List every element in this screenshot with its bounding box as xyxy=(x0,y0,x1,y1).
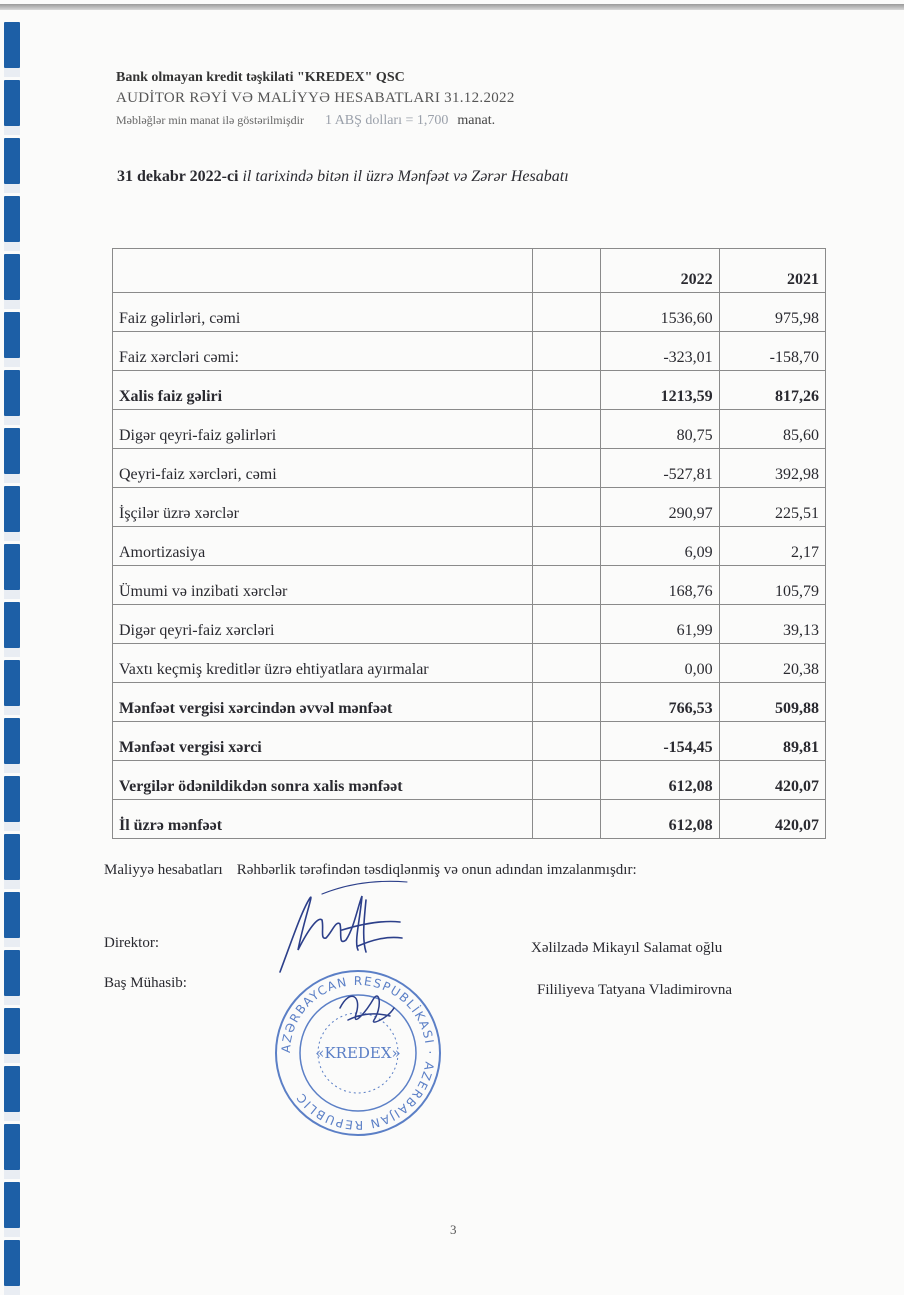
row-label: Vergilər ödənildikdən sonra xalis mənfəət xyxy=(113,761,533,800)
statement-title xyxy=(117,168,569,186)
row-value-2022: -154,45 xyxy=(601,722,719,761)
binding-tab xyxy=(4,22,20,68)
row-note xyxy=(533,683,601,722)
header-cell-label xyxy=(113,249,533,293)
spiral-binding xyxy=(0,0,22,1280)
row-value-2022: 0,00 xyxy=(601,644,719,683)
binding-tab xyxy=(4,718,20,764)
binding-tab xyxy=(4,660,20,706)
row-value-2022: 612,08 xyxy=(601,800,719,839)
row-value-2022: -323,01 xyxy=(601,332,719,371)
row-value-2021: 20,38 xyxy=(719,644,825,683)
row-value-2022: 168,76 xyxy=(601,566,719,605)
binding-tab xyxy=(4,544,20,590)
row-label: Vaxtı keçmiş kreditlər üzrə ehtiyatlara ayırmalar xyxy=(113,644,533,683)
row-value-2021: 89,81 xyxy=(719,722,825,761)
row-value-2021: 225,51 xyxy=(719,488,825,527)
header-cell-2021: 2021 xyxy=(719,249,825,293)
header-cell-note xyxy=(533,249,601,293)
row-value-2022: 1536,60 xyxy=(601,293,719,332)
binding-tab xyxy=(4,602,20,648)
row-note xyxy=(533,449,601,488)
binding-tab xyxy=(4,254,20,300)
binding-tab xyxy=(4,1066,20,1112)
table-row xyxy=(113,527,826,566)
table-row xyxy=(113,683,826,722)
seal-center-text: «KREDEX» xyxy=(315,1044,401,1062)
table-row xyxy=(113,644,826,683)
table-row xyxy=(113,605,826,644)
director-name: Xəlilzadə Mikayıl Salamat oğlu xyxy=(531,940,723,956)
binding-tab xyxy=(4,80,20,126)
accountant-name: Fililiyeva Tatyana Vladimirovna xyxy=(537,982,733,998)
row-value-2021: 975,98 xyxy=(719,293,825,332)
page-number: 3 xyxy=(450,1222,457,1237)
binding-tab xyxy=(4,1240,20,1286)
table-row xyxy=(113,371,826,410)
row-label: İşçilər üzrə xərclər xyxy=(113,488,533,527)
binding-tab xyxy=(4,1124,20,1170)
row-label: Qeyri-faiz xərcləri, cəmi xyxy=(113,449,533,488)
table-row xyxy=(113,761,826,800)
organization-name: Bank olmayan kredit təşkilati "KREDEX" QSC xyxy=(116,70,405,85)
row-label: Amortizasiya xyxy=(113,527,533,566)
row-label: Faiz xərcləri cəmi: xyxy=(113,332,533,371)
row-note xyxy=(533,371,601,410)
binding-tab xyxy=(4,138,20,184)
approval-rest: Rəhbərlik tərəfindən təsdiqlənmiş və onun adından imzalanmışdır: xyxy=(236,862,637,878)
row-note xyxy=(533,488,601,527)
statement-title-text: il tarixində bitən il üzrə Mənfəət və Zərər Hesabatı xyxy=(242,168,569,185)
row-note xyxy=(533,566,601,605)
row-value-2022: 6,09 xyxy=(601,527,719,566)
binding-tab xyxy=(4,370,20,416)
row-value-2021: 105,79 xyxy=(719,566,825,605)
row-note xyxy=(533,722,601,761)
row-note xyxy=(533,410,601,449)
exchange-rate: 1 ABŞ dolları = 1,700 xyxy=(324,113,449,128)
row-note xyxy=(533,527,601,566)
row-value-2022: 612,08 xyxy=(601,761,719,800)
binding-tab xyxy=(4,1182,20,1228)
table-row xyxy=(113,800,826,839)
row-label: Xalis faiz gəliri xyxy=(113,371,533,410)
row-value-2022: 766,53 xyxy=(601,683,719,722)
row-note xyxy=(533,644,601,683)
row-value-2021: -158,70 xyxy=(719,332,825,371)
units-note-line xyxy=(116,113,495,129)
row-value-2021: 420,07 xyxy=(719,761,825,800)
row-note xyxy=(533,605,601,644)
company-seal xyxy=(270,968,446,1138)
seal-ring-text: AZƏRBAYCAN RESPUBLİKASI · AZERBAIJAN REPUBLIC xyxy=(278,973,438,1133)
header-cell-2022: 2022 xyxy=(601,249,719,293)
table-row xyxy=(113,332,826,371)
statement-title-date: 31 dekabr 2022-ci xyxy=(117,168,239,185)
report-title: AUDİTOR RƏYİ VƏ MALİYYƏ HESABATLARI 31.12.2022 xyxy=(116,90,515,106)
binding-tab xyxy=(4,1008,20,1054)
table-header-row xyxy=(113,249,826,293)
row-note xyxy=(533,293,601,332)
table-row xyxy=(113,410,826,449)
row-value-2021: 817,26 xyxy=(719,371,825,410)
table-row xyxy=(113,722,826,761)
table-row xyxy=(113,566,826,605)
row-label: Ümumi və inzibati xərclər xyxy=(113,566,533,605)
row-label: Digər qeyri-faiz xərcləri xyxy=(113,605,533,644)
binding-tab xyxy=(4,428,20,474)
row-label: Mənfəət vergisi xərcindən əvvəl mənfəət xyxy=(113,683,533,722)
units-note: Məbləğlər min manat ilə göstərilmişdir xyxy=(116,113,304,127)
row-label: İl üzrə mənfəət xyxy=(113,800,533,839)
row-value-2021: 392,98 xyxy=(719,449,825,488)
profit-loss-table xyxy=(112,248,826,839)
row-value-2022: 290,97 xyxy=(601,488,719,527)
approval-first: Maliyyə hesabatları xyxy=(104,862,223,878)
approval-statement xyxy=(104,862,637,879)
row-value-2021: 509,88 xyxy=(719,683,825,722)
row-value-2022: 80,75 xyxy=(601,410,719,449)
director-signature xyxy=(262,880,412,980)
scan-top-edge xyxy=(0,4,904,10)
accountant-label: Baş Mühasib: xyxy=(104,975,187,991)
binding-tab xyxy=(4,776,20,822)
row-note xyxy=(533,800,601,839)
director-label: Direktor: xyxy=(104,935,159,951)
table-row xyxy=(113,449,826,488)
binding-tab xyxy=(4,196,20,242)
binding-tab xyxy=(4,486,20,532)
row-value-2021: 420,07 xyxy=(719,800,825,839)
table-row xyxy=(113,488,826,527)
row-note xyxy=(533,761,601,800)
binding-tab xyxy=(4,312,20,358)
row-value-2022: 1213,59 xyxy=(601,371,719,410)
binding-tab xyxy=(4,834,20,880)
row-label: Digər qeyri-faiz gəlirləri xyxy=(113,410,533,449)
row-value-2022: 61,99 xyxy=(601,605,719,644)
row-label: Mənfəət vergisi xərci xyxy=(113,722,533,761)
row-value-2021: 2,17 xyxy=(719,527,825,566)
binding-tab xyxy=(4,892,20,938)
table-row xyxy=(113,293,826,332)
currency-label: manat. xyxy=(457,113,496,128)
row-value-2021: 39,13 xyxy=(719,605,825,644)
row-value-2021: 85,60 xyxy=(719,410,825,449)
row-note xyxy=(533,332,601,371)
binding-tab xyxy=(4,950,20,996)
row-label: Faiz gəlirləri, cəmi xyxy=(113,293,533,332)
row-value-2022: -527,81 xyxy=(601,449,719,488)
